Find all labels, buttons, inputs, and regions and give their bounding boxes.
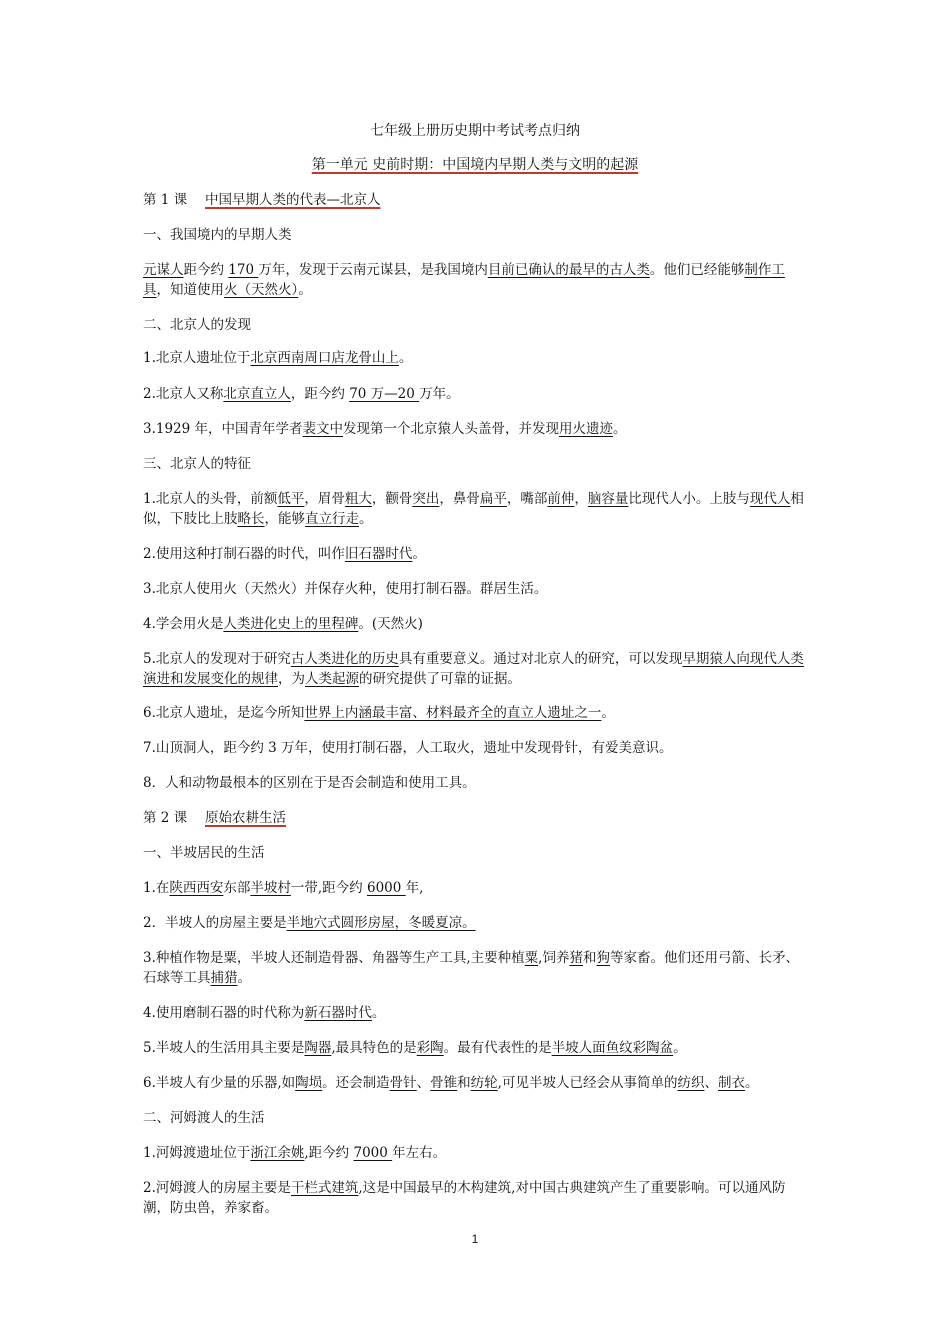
text-run: 发现第一个北京猿人头盖骨，并发现 [343, 421, 560, 437]
underlined-term: 略长 [237, 511, 265, 527]
paragraph-d4 [143, 1003, 809, 1023]
underlined-term: 纺织 [677, 1075, 705, 1091]
text-run: ，知道使用 [156, 282, 224, 298]
text-run: 。他们已经能够 [649, 262, 745, 278]
section-heading: 一、我国境内的早期人类 [143, 227, 292, 243]
paragraph-b3 [143, 419, 809, 439]
paragraph-d2 [143, 913, 809, 933]
text-run: 5.北京人的发现对于研究 [143, 651, 291, 667]
lesson-title: 原始农耕生活 [205, 810, 286, 826]
text-run: ，颧骨 [371, 491, 413, 507]
section-heading: 三、北京人的特征 [143, 456, 251, 472]
text-run: 的研究提供了可靠的证据。 [359, 671, 521, 687]
underlined-term: 突出 [412, 491, 440, 507]
underlined-term: 古人类进化的历史 [290, 651, 399, 667]
underlined-term: 170 [228, 262, 259, 278]
paragraph-d6 [143, 1073, 809, 1093]
text-run: 。 [613, 421, 627, 437]
underlined-term: 陕西西安 [169, 880, 224, 896]
underlined-term: 半坡人面鱼纹彩陶盆 [551, 1040, 674, 1056]
underlined-term: 陶器 [304, 1040, 332, 1056]
text-run: ，距今约 [290, 386, 350, 402]
text-run: 2．半坡人的房屋主要是 [143, 915, 287, 931]
underlined-term: 前伸 [547, 491, 575, 507]
text-run: 。 [371, 1005, 386, 1021]
text-run: ，嘴部 [506, 491, 548, 507]
paragraph-e1 [143, 1143, 809, 1163]
text-run: 。 [412, 546, 426, 562]
text-run: 3.种植作物是粟，半坡人还制造骨器、角器等生产工具,主要种植 [143, 950, 525, 966]
underlined-term: 捕猎 [210, 970, 238, 986]
text-run: 2.北京人又称 [143, 386, 224, 402]
text-run: 和 [457, 1075, 471, 1091]
text-run: 6.北京人遗址，是迄今所知 [143, 705, 305, 721]
text-run: 。还会制造 [322, 1075, 390, 1091]
unit-title-text: 第一单元 史前时期：中国境内早期人类与文明的起源 [311, 157, 639, 173]
text-run: 1.在 [143, 880, 170, 896]
paragraph-e2 [143, 1178, 809, 1218]
underlined-term: 元谋人 [143, 262, 184, 278]
text-run: 4.学会用火是 [143, 616, 224, 632]
text-run: ,这是中国最早的木构建筑,对中国古典建筑产生了重要影响。可以通风防潮，防虫兽，养家畜。 [143, 1180, 786, 1216]
text-run: 5.半坡人的生活用具主要是 [143, 1040, 305, 1056]
paragraph-c7: 7.山顶洞人，距今约 3 万年，使用打制石器，人工取火，遗址中发现骨针，有爱美意识。 [143, 740, 673, 756]
unit-title [0, 154, 950, 174]
underlined-term: 70 万—20 [349, 386, 420, 402]
text-run: 6.半坡人有少量的乐器,如 [143, 1075, 296, 1091]
text-run: 具有重要意义。通过对北京人的研究，可以发现 [398, 651, 683, 667]
underlined-term: 半坡村 [250, 880, 291, 896]
text-run: ，鼻骨 [439, 491, 480, 507]
text-run: ，眉骨 [304, 491, 345, 507]
underlined-term: 火（天然火） [224, 282, 299, 298]
section-heading: 一、半坡居民的生活 [143, 845, 265, 861]
lesson-1-heading [143, 190, 809, 210]
underlined-term: 新石器时代 [304, 1005, 372, 1021]
underlined-term: 纺轮 [470, 1075, 498, 1091]
underlined-term: 现代人 [749, 491, 791, 507]
paragraph-c3: 3.北京人使用火（天然火）并保存火种，使用打制石器。群居生活。 [143, 581, 548, 597]
text-run: 相似，下肢比上肢 [143, 491, 804, 527]
underlined-term: 6000 [366, 880, 406, 896]
text-run: 2.使用这种打制石器的时代，叫作 [143, 546, 345, 562]
text-run: ,可见半坡人已经会从事简单的 [497, 1075, 678, 1091]
lesson-title: 中国早期人类的代表—北京人 [205, 192, 381, 208]
text-run: 。 [601, 705, 615, 721]
paragraph-d5 [143, 1038, 809, 1058]
text-run: 1.北京人遗址位于 [143, 350, 251, 366]
underlined-term: 旧石器时代 [344, 546, 413, 562]
underlined-term: 干栏式建筑 [290, 1180, 359, 1196]
underlined-term: 制衣 [717, 1075, 745, 1091]
text-run: 、 [416, 1075, 431, 1091]
text-run: 。 [298, 282, 312, 298]
paragraph-b1 [143, 348, 809, 368]
text-run: 1.北京人的头骨，前额 [143, 491, 278, 507]
text-run: 东部 [223, 880, 251, 896]
underlined-term: 北京直立人 [223, 386, 291, 402]
underlined-term: 狗 [596, 950, 610, 966]
paragraph-c6 [143, 703, 809, 723]
underlined-term: 骨针 [389, 1075, 417, 1091]
underlined-term: 目前已确认的最早的古人类 [487, 262, 650, 278]
underlined-term: 骨锥 [430, 1075, 458, 1091]
underlined-term: 陶埙 [295, 1075, 323, 1091]
lesson-label: 第 1 课 [143, 192, 188, 208]
text-run: 、 [704, 1075, 718, 1091]
text-run: 年, [405, 880, 424, 896]
text-run: 。 [237, 970, 251, 986]
paragraph-c1 [143, 489, 809, 529]
paragraph-c2 [143, 544, 809, 564]
section-heading: 二、河姆渡人的生活 [143, 1110, 265, 1126]
text-run: 4.使用磨制石器的时代称为 [143, 1005, 305, 1021]
text-run: 和 [582, 950, 597, 966]
underlined-term: 低平 [277, 491, 305, 507]
text-run: 。 [359, 511, 373, 527]
underlined-term: 用火遗迹 [559, 421, 614, 437]
paragraph-c5 [143, 649, 809, 689]
text-run: 3.1929 年，中国青年学者 [143, 421, 303, 437]
lesson-2-heading [143, 808, 809, 828]
page-title: 七年级上册历史期中考试考点归纳 [370, 123, 580, 139]
underlined-term: 人类进化史上的里程碑 [223, 616, 359, 632]
text-run: 年左右。 [392, 1145, 447, 1161]
underlined-term: 猪 [569, 950, 583, 966]
underlined-term: 粟 [524, 950, 539, 966]
text-run: ,最具特色的是 [331, 1040, 417, 1056]
text-run: 2.河姆渡人的房屋主要是 [143, 1180, 291, 1196]
text-run: ，能够 [264, 511, 305, 527]
text-run: ，为 [278, 671, 305, 687]
paragraph-d3 [143, 948, 809, 988]
underlined-term: 直立行走 [305, 511, 359, 527]
paragraph-c4 [143, 614, 809, 634]
text-run: ,饲养 [538, 950, 570, 966]
paragraph-c8: 8．人和动物最根本的区别在于是否会制造和使用工具。 [143, 775, 476, 791]
text-run: 1.河姆渡遗址位于 [143, 1145, 251, 1161]
text-run: 万年，发现于云南元谋县，是我国境内 [258, 262, 488, 278]
underlined-term: 脑容量 [587, 491, 629, 507]
text-run: 。 [673, 1040, 687, 1056]
text-run: ， [574, 491, 588, 507]
underlined-term: 制作工具 [143, 262, 785, 298]
page-number: 1 [471, 1232, 479, 1246]
underlined-term: 半地穴式圆形房屋，冬暖夏凉。 [286, 915, 476, 931]
underlined-term: 北京西南周口店龙骨山上 [250, 350, 399, 366]
underlined-term: 世界上内涵最丰富、材料最齐全的直立人遗址之一 [304, 705, 602, 721]
text-run: 一带,距今约 [290, 880, 367, 896]
paragraph-yuanmou [143, 260, 809, 300]
text-run: 等家畜。他们还用弓箭、长矛、石球等工具 [143, 950, 799, 986]
underlined-term: 彩陶 [416, 1040, 444, 1056]
underlined-term: 裴文中 [302, 421, 344, 437]
text-run: 。 [744, 1075, 759, 1091]
text-run: 。最有代表性的是 [443, 1040, 552, 1056]
text-run: 。 [398, 350, 413, 366]
text-run: 。(天然火) [358, 616, 423, 632]
underlined-term: 人类起源 [305, 671, 359, 687]
underlined-term: 扁平 [479, 491, 507, 507]
text-run: 比现代人小。上肢与 [628, 491, 750, 507]
paragraph-b2 [143, 384, 809, 404]
underlined-term: 7000 [353, 1145, 393, 1161]
lesson-label: 第 2 课 [143, 810, 188, 826]
section-heading: 二、北京人的发现 [143, 317, 251, 333]
text-run: ,距今约 [304, 1145, 354, 1161]
text-run: 万年。 [419, 386, 460, 402]
underlined-term: 早期猿人向现代人类演进和发展变化的规律 [143, 651, 804, 687]
underlined-term: 粗大 [344, 491, 372, 507]
paragraph-d1 [143, 878, 809, 898]
underlined-term: 浙江余姚 [250, 1145, 305, 1161]
text-run: 距今约 [183, 262, 229, 278]
